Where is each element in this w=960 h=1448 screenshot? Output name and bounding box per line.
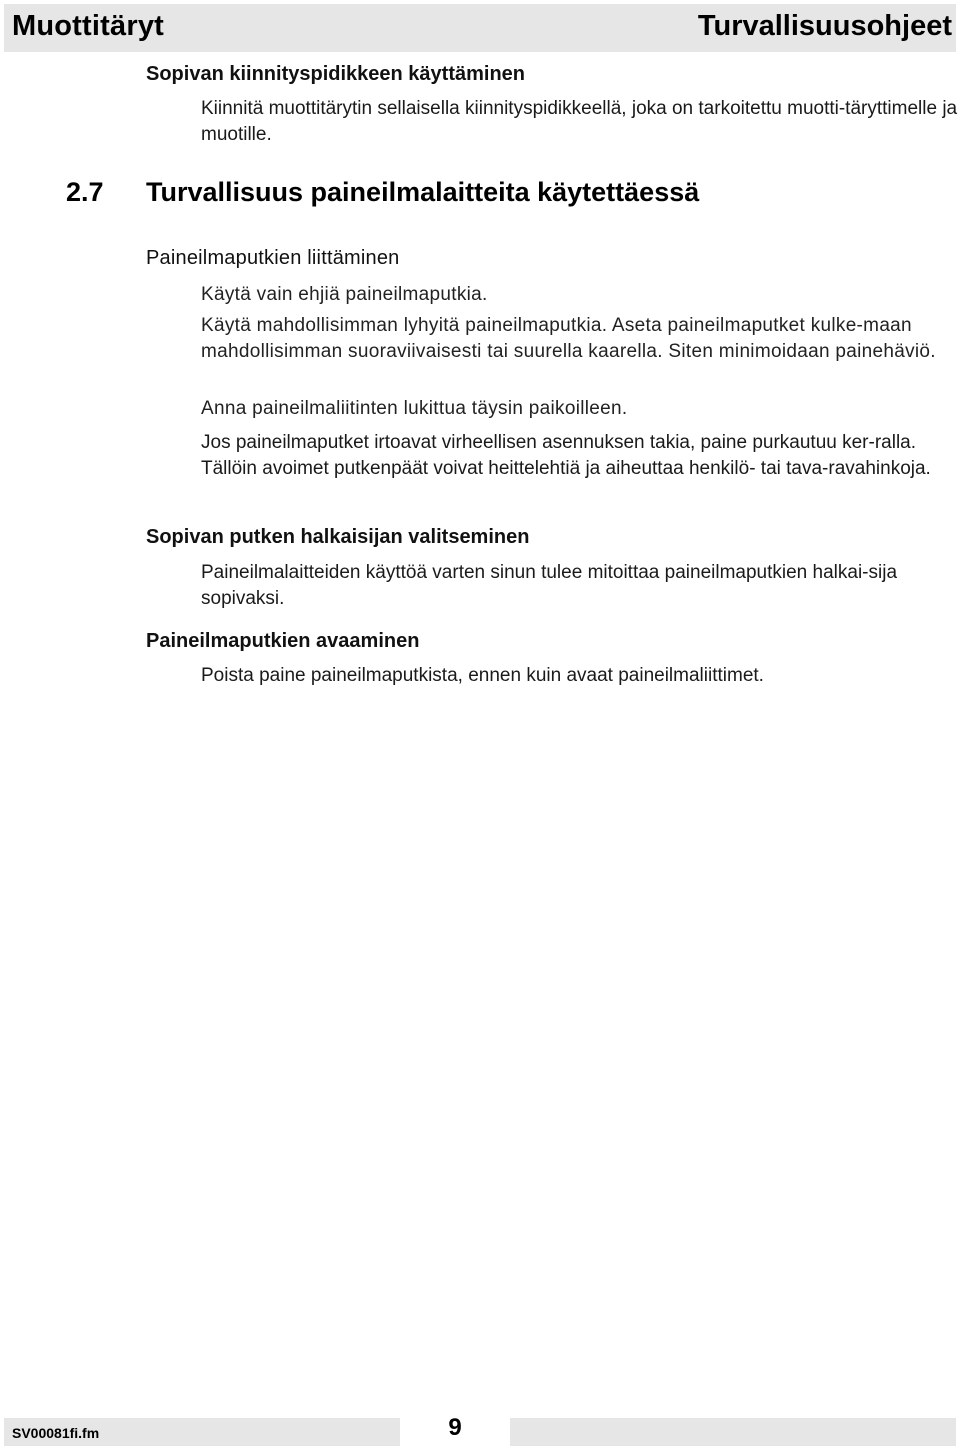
diameter-paragraph: Paineilmalaitteiden käyttöä varten sinun tulee mitoittaa paineilmaputkien halkai-sija sopivaksi.	[201, 562, 898, 609]
page-number: 9	[448, 1414, 462, 1441]
hoses-heading: Paineilmaputkien liittäminen	[146, 247, 400, 269]
section-number: 2.7	[66, 177, 104, 207]
chapter-title: Turvallisuusohjeet	[697, 10, 952, 42]
clamp-heading: Sopivan kiinnityspidikkeen käyttäminen	[146, 63, 526, 85]
hoses-paragraph-2: Käytä mahdollisimman lyhyitä paineilmaputkia. Aseta paineilmaputket kulke-maan mahdollisimman suoraviivaisesti tai suurella kaarella. Siten minimoidaan painehäviö.	[201, 315, 936, 362]
opening-paragraph: Poista paine paineilmaputkista, ennen kuin avaat paineilmaliittimet.	[201, 665, 764, 686]
clamp-paragraph: Kiinnitä muottitärytin sellaisella kiinnityspidikkeellä, joka on tarkoitettu muotti-täryttimelle ja muotille.	[201, 98, 958, 145]
hoses-paragraph-4: Jos paineilmaputket irtoavat virheellisen asennuksen takia, paine purkautuu ker-ralla. Tällöin avoimet putkenpäät voivat heittelehtiä ja aiheuttaa henkilö- tai tava-ravahinkoja.	[201, 432, 931, 479]
document-title: Muottitäryt	[12, 10, 165, 42]
opening-heading: Paineilmaputkien avaaminen	[146, 630, 420, 652]
section-title: Turvallisuus paineilmalaitteita käytettäessä	[146, 177, 700, 207]
hoses-paragraph-3: Anna paineilmaliitinten lukittua täysin paikoilleen.	[201, 398, 628, 419]
section-heading	[66, 177, 699, 208]
diameter-heading: Sopivan putken halkaisijan valitseminen	[146, 526, 530, 548]
hoses-paragraph-1: Käytä vain ehjiä paineilmaputkia.	[201, 284, 488, 305]
footer-filename: SV00081fi.fm	[12, 1425, 100, 1441]
